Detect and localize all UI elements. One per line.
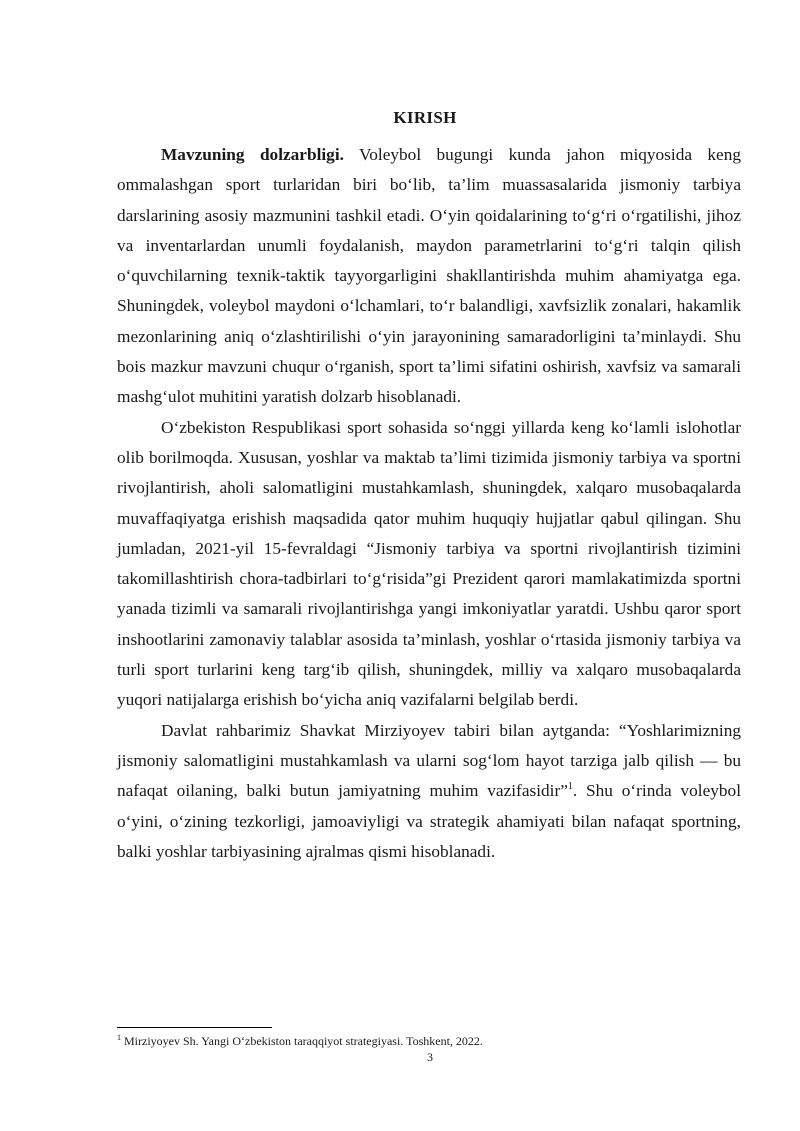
section-heading: KIRISH [393, 108, 457, 127]
paragraph-text: O‘zbekiston Respublikasi sport sohasida so‘nggi yillarda keng ko‘lamli islohotlar olib borilmoqda. Xususan, yoshlar va maktab ta’limi tizimida jismoniy tarbiya va sportni rivojlantirish, aholi salomatligini mustahkamlash, shuningdek, xalqaro musobaqalarda muvaffaqiyatga erishish maqsadida qator muhim huquqiy hujjatlar qabul qilingan. Shu jumladan, 2021-yil 15-fevraldagi “Jismoniy tarbiya va sportni rivojlantirish tizimini takomillashtirish chora-tadbirlari to‘g‘risida”gi Prezident qarori mamlakatimizda sportni yanada tizimli va samarali rivojlantirishga yangi imkoniyatlar yaratdi. Ushbu qaror sport inshootlarini zamonaviy talablar asosida ta’minlash, yoshlar o‘rtasida jismoniy tarbiya va turli sport turlarini keng targ‘ib qilish, shuningdek, milliy va xalqaro musobaqalarda yuqori natijalarga erishish bo‘yicha aniq vazifalarni belgilab berdi. [117, 417, 741, 710]
page-number: 3 [427, 1050, 433, 1064]
body-text [117, 140, 741, 867]
paragraph-reforms [117, 413, 741, 716]
footnote-reference[interactable]: 1 [567, 781, 573, 793]
footnote-divider [117, 1027, 272, 1028]
footnote-text: Mirziyoyev Sh. Yangi O‘zbekiston taraqqiyot strategiyasi. Toshkent, 2022. [121, 1034, 483, 1048]
paragraph-text: Davlat rahbarimiz Shavkat Mirziyoyev tabiri bilan aytganda: “Yoshlarimizning jismoniy salomatligini mustahkamlash va ularni sog‘lom hayot tarziga jalb qilish — bu nafaqat oilaning, balki butun jamiyatning muhim vazifasidir” [117, 720, 741, 801]
paragraph-text: Voleybol bugungi kunda jahon miqyosida keng ommalashgan sport turlaridan biri bo‘lib, ta’lim muassasalarida jismoniy tarbiya darslarining asosiy mazmunini tashkil etadi. O‘yin qoidalarining to‘g‘ri o‘rgatilishi, jihoz va inventarlardan unumli foydalanish, maydon parametrlarini to‘g‘ri talqin qilish o‘quvchilarning texnik-taktik tayyorgarligini shakllantirishda muhim ahamiyatga ega. Shuningdek, voleybol maydoni o‘lchamlari, to‘r balandligi, xavfsizlik zonalari, hakamlik mezonlarining aniq o‘zlashtirilishi o‘yin jarayonining samaradorligini ta’minlaydi. Shu bois mazkur mavzuni chuqur o‘rganish, sport ta’limi sifatini oshirish, xavfsiz va samarali mashg‘ulot muhitini yaratish dolzarb hisoblanadi. [117, 145, 741, 407]
paragraph-relevance [117, 140, 741, 413]
paragraph-text: . Shu o‘rinda voleybol o‘yini, o‘zining tezkorligi, jamoaviyligi va strategik ahamiyati bilan nafaqat sportning, balki yoshlar tarbiyasining ajralmas qismi hisoblanadi. [117, 781, 742, 861]
footnote-number: 1 [117, 1033, 121, 1042]
footnote [117, 1034, 741, 1049]
paragraph-lead: Mavzuning dolzarbligi. [161, 145, 344, 164]
paragraph-quote [117, 716, 741, 867]
